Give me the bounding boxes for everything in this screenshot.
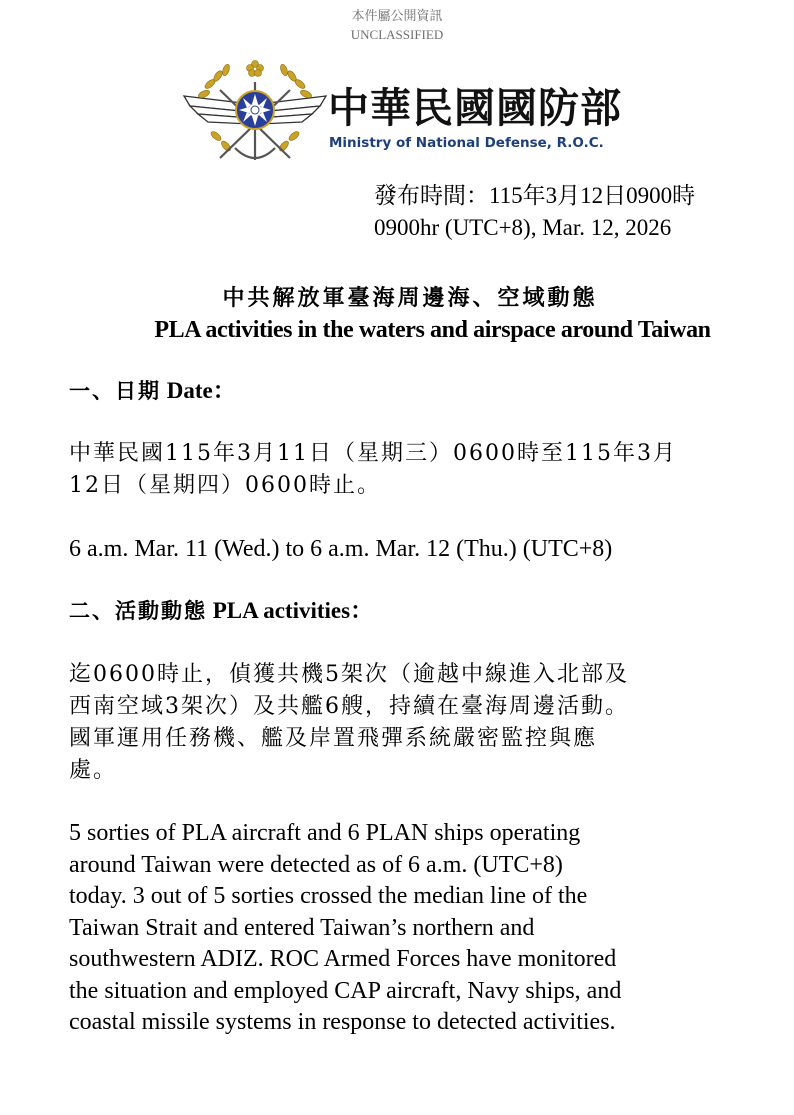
activities-en-line: southwestern ADIZ. ROC Armed Forces have monitored <box>69 946 617 972</box>
classification-banner <box>0 6 794 44</box>
date-zh-line: 中華民國115年3月11日（星期三）0600時至115年3月 <box>69 441 677 466</box>
activities-en-line: the situation and employed CAP aircraft, Navy ships, and <box>69 977 622 1004</box>
section-date-body-en <box>69 534 749 566</box>
classification-zh: 本件屬公開資訊 <box>351 8 443 23</box>
activities-zh-line: 西南空域3架次）及共艦6艘，持續在臺海周邊活動。 <box>69 694 629 719</box>
activities-zh-line: 處。 <box>69 758 118 783</box>
page-title <box>60 282 760 346</box>
section-date-heading-zh: 日期 <box>115 378 161 403</box>
activities-zh-line: 國軍運用任務機、艦及岸置飛彈系統嚴密監控與應 <box>69 726 598 751</box>
title-en: PLA activities in the waters and airspace around Taiwan <box>154 317 711 343</box>
release-time-zh: 發布時間：115年3月12日0900時 <box>374 183 696 208</box>
section-date-heading-en: Date： <box>166 378 236 403</box>
section-date-body-zh <box>69 438 749 502</box>
org-name-en: Ministry of National Defense, R.O.C. <box>329 135 604 151</box>
section-activities-heading <box>69 596 373 626</box>
mnd-emblem-icon <box>180 60 330 175</box>
date-en-line: 6 a.m. Mar. 11 (Wed.) to 6 a.m. Mar. 12 (Thu.) (UTC+8) <box>69 536 613 562</box>
section-date-heading <box>69 376 236 406</box>
activities-en-line: coastal missile systems in response to detected activities. <box>69 1009 616 1035</box>
date-zh-line: 12日（星期四）0600時止。 <box>69 473 381 498</box>
activities-en-line: around Taiwan were detected as of 6 a.m. (UTC+8) <box>69 851 563 878</box>
activities-zh-line: 迄0600時止，偵獲共機5架次（逾越中線進入北部及 <box>69 662 629 687</box>
section-activities-body-zh <box>69 659 749 787</box>
release-time <box>374 180 695 244</box>
section-date-number: 一、 <box>69 378 115 403</box>
section-activities-heading-en: PLA activities： <box>212 598 374 623</box>
activities-en-line: 5 sorties of PLA aircraft and 6 PLAN ships operating <box>69 820 581 846</box>
org-name-zh: 中華民國國防部 <box>328 84 622 132</box>
section-activities-heading-zh: 活動動態 <box>115 598 207 623</box>
release-time-en: 0900hr (UTC+8), Mar. 12, 2026 <box>374 215 672 240</box>
activities-en-line: Taiwan Strait and entered Taiwan’s northern and <box>69 914 535 941</box>
title-zh: 中共解放軍臺海周邊海、空域動態 <box>222 285 598 311</box>
section-activities-number: 二、 <box>69 598 115 623</box>
classification-en: UNCLASSIFIED <box>350 27 444 42</box>
section-activities-body-en <box>69 818 744 1039</box>
activities-en-line: today. 3 out of 5 sorties crossed the median line of the <box>69 883 588 909</box>
